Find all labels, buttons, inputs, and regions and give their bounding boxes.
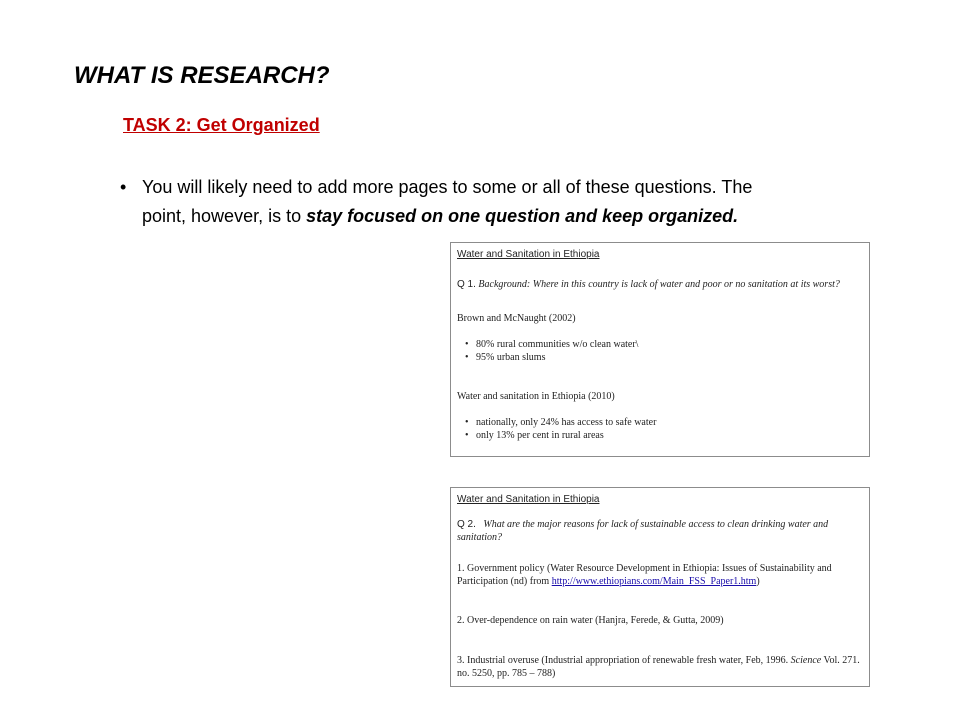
- slide-subtitle: TASK 2: Get Organized: [123, 115, 320, 135]
- bullet-text-plain: You will likely need to add more pages to some or all of these questions. The point, however, is to: [142, 177, 753, 226]
- bullet-text: [142, 173, 800, 231]
- list-item-text: only 13% per cent in rural areas: [476, 430, 604, 441]
- card-heading: Water and Sanitation in Ethiopia: [457, 249, 600, 260]
- bullet-text-emphasis: stay focused on one question and keep organized.: [306, 206, 739, 226]
- question-text: What are the major reasons for lack of sustainable access to clean drinking water and sanitation?: [457, 519, 829, 543]
- slide-title: WHAT IS RESEARCH?: [74, 62, 330, 89]
- reason-text: 1. Government policy (Water Resource Development in Ethiopia: Issues of Sustainability and Participation (nd) from: [457, 563, 832, 587]
- list-item-text: 95% urban slums: [476, 352, 546, 363]
- card-heading: Water and Sanitation in Ethiopia: [457, 494, 600, 505]
- source-link[interactable]: http://www.ethiopians.com/Main_FSS_Paper1.htm: [551, 576, 757, 587]
- reason-item: [457, 562, 862, 588]
- reason-item: [457, 654, 862, 680]
- source-line: Brown and McNaught (2002): [457, 313, 576, 324]
- reason-item: 2. Over-dependence on rain water (Hanjra, Ferede, & Gutta, 2009): [457, 615, 724, 626]
- question-label: Q 1.: [457, 279, 476, 290]
- journal-name: Science: [790, 655, 822, 666]
- question-label: Q 2.: [457, 519, 476, 530]
- list-item: • only 13% per cent in rural areas: [465, 430, 604, 441]
- list-item: • 80% rural communities w/o clean water\: [465, 339, 639, 350]
- list-item-text: nationally, only 24% has access to safe water: [476, 417, 657, 428]
- list-item: • nationally, only 24% has access to safe water: [465, 417, 657, 428]
- list-item-text: 80% rural communities w/o clean water\: [476, 339, 639, 350]
- question-text: Background: Where in this country is lack of water and poor or no sanitation at its worst?: [478, 279, 840, 290]
- list-item: • 95% urban slums: [465, 352, 546, 363]
- notes-card-q1: [450, 242, 870, 457]
- bullet-item: [120, 173, 800, 231]
- question-line: [457, 279, 840, 290]
- bullet-dot-icon: •: [120, 177, 127, 197]
- question-line: [457, 518, 862, 544]
- reason-text: 3. Industrial overuse (Industrial appropriation of renewable fresh water, Feb, 1996.: [457, 655, 791, 666]
- source-line: Water and sanitation in Ethiopia (2010): [457, 391, 615, 402]
- notes-card-q2: [450, 487, 870, 687]
- reason-text-end: Vol. 271. no. 5250, pp. 785 – 788): [457, 655, 860, 679]
- reason-text-end: ): [756, 576, 760, 587]
